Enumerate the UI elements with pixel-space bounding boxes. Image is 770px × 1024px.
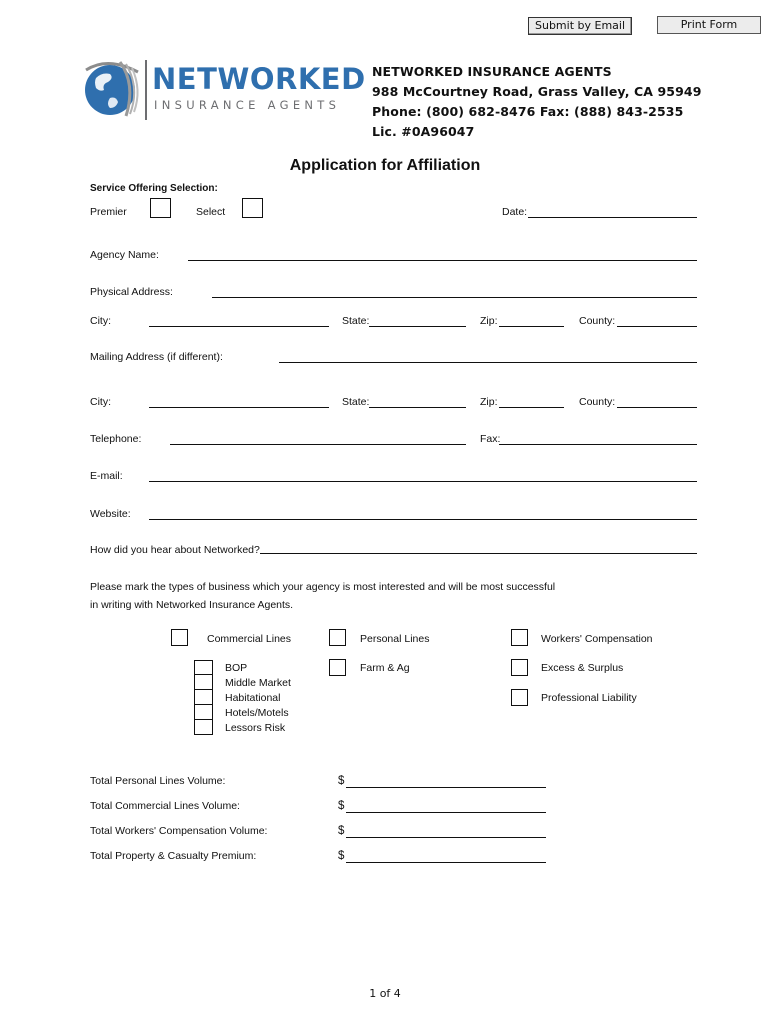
page-title: Application for Affiliation xyxy=(289,157,481,174)
commercial-lines-checkbox[interactable] xyxy=(171,629,188,646)
workers-volume-currency: $ xyxy=(338,825,345,837)
mailing-zip-label: Zip: xyxy=(480,396,498,408)
habitational-checkbox[interactable] xyxy=(194,690,213,705)
excess-surplus-checkbox[interactable] xyxy=(511,659,528,676)
logo-wordmark: NETWORKED xyxy=(152,62,366,96)
logo-subtitle: INSURANCE AGENTS xyxy=(154,98,341,112)
commercial-sublines-checkboxes xyxy=(194,660,213,735)
date-label: Date: xyxy=(502,206,528,218)
state-label: State: xyxy=(342,315,370,327)
mailing-city-field[interactable] xyxy=(149,407,329,408)
farm-ag-label: Farm & Ag xyxy=(360,662,410,674)
page-number: 1 of 4 xyxy=(369,987,401,1000)
agency-name-field[interactable] xyxy=(188,260,697,261)
website-field[interactable] xyxy=(149,519,697,520)
service-offering-heading: Service Offering Selection: xyxy=(90,183,218,194)
mailing-state-field[interactable] xyxy=(369,407,466,408)
physical-address-label: Physical Address: xyxy=(90,286,173,298)
email-field[interactable] xyxy=(149,481,697,482)
fax-field[interactable] xyxy=(499,444,697,445)
fax-label: Fax: xyxy=(480,433,501,445)
state-field[interactable] xyxy=(369,326,466,327)
commercial-volume-label: Total Commercial Lines Volume: xyxy=(90,800,240,812)
workers-volume-label: Total Workers' Compensation Volume: xyxy=(90,825,268,837)
excess-surplus-label: Excess & Surplus xyxy=(541,662,624,674)
select-checkbox[interactable] xyxy=(242,198,263,218)
bop-checkbox[interactable] xyxy=(194,660,213,675)
habitational-label: Habitational xyxy=(225,692,281,704)
personal-lines-label: Personal Lines xyxy=(360,633,430,645)
zip-field[interactable] xyxy=(499,326,564,327)
print-form-button[interactable]: Print Form xyxy=(657,16,761,34)
workers-volume-field[interactable] xyxy=(346,837,546,838)
personal-lines-checkbox[interactable] xyxy=(329,629,346,646)
lessors-risk-checkbox[interactable] xyxy=(194,720,213,735)
hear-about-field[interactable] xyxy=(260,553,697,554)
pc-premium-currency: $ xyxy=(338,850,345,862)
business-instruction-line-2: in writing with Networked Insurance Agents. xyxy=(90,599,294,611)
workers-comp-label: Workers' Compensation xyxy=(541,633,653,645)
date-field[interactable] xyxy=(528,217,697,218)
mailing-zip-field[interactable] xyxy=(499,407,564,408)
company-license: Lic. #0A96047 xyxy=(372,124,475,139)
mailing-address-label: Mailing Address (if different): xyxy=(90,351,223,363)
zip-label: Zip: xyxy=(480,315,498,327)
mailing-state-label: State: xyxy=(342,396,370,408)
mailing-address-field[interactable] xyxy=(279,362,697,363)
business-instruction-line-1: Please mark the types of business which your agency is most interested and will be most successful xyxy=(90,581,556,593)
mailing-city-label: City: xyxy=(90,396,111,408)
physical-address-field[interactable] xyxy=(212,297,697,298)
website-label: Website: xyxy=(90,508,131,520)
hotels-motels-checkbox[interactable] xyxy=(194,705,213,720)
email-label: E-mail: xyxy=(90,470,123,482)
commercial-volume-field[interactable] xyxy=(346,812,546,813)
city-label: City: xyxy=(90,315,111,327)
telephone-field[interactable] xyxy=(170,444,466,445)
personal-volume-currency: $ xyxy=(338,775,345,787)
county-field[interactable] xyxy=(617,326,697,327)
pc-premium-field[interactable] xyxy=(346,862,546,863)
pc-premium-label: Total Property & Casualty Premium: xyxy=(90,850,257,862)
lessors-risk-label: Lessors Risk xyxy=(225,722,286,734)
mailing-county-label: County: xyxy=(579,396,616,408)
county-label: County: xyxy=(579,315,616,327)
company-phones: Phone: (800) 682-8476 Fax: (888) 843-2535 xyxy=(372,104,684,119)
bop-label: BOP xyxy=(225,662,248,674)
middle-market-label: Middle Market xyxy=(225,677,291,689)
commercial-lines-label: Commercial Lines xyxy=(207,633,292,645)
personal-volume-label: Total Personal Lines Volume: xyxy=(90,775,226,787)
submit-by-email-button[interactable]: Submit by Email xyxy=(528,17,632,35)
personal-volume-field[interactable] xyxy=(346,787,546,788)
commercial-volume-currency: $ xyxy=(338,800,345,812)
hotels-motels-label: Hotels/Motels xyxy=(225,707,289,719)
globe-icon xyxy=(80,56,146,122)
agency-name-label: Agency Name: xyxy=(90,249,159,261)
logo-divider xyxy=(145,60,147,120)
company-logo xyxy=(80,56,366,122)
professional-liability-label: Professional Liability xyxy=(541,692,637,704)
telephone-label: Telephone: xyxy=(90,433,142,445)
workers-comp-checkbox[interactable] xyxy=(511,629,528,646)
hear-about-label: How did you hear about Networked? xyxy=(90,544,260,556)
select-label: Select xyxy=(196,206,226,218)
company-name: NETWORKED INSURANCE AGENTS xyxy=(372,64,612,79)
company-address: 988 McCourtney Road, Grass Valley, CA 95949 xyxy=(372,84,702,99)
city-field[interactable] xyxy=(149,326,329,327)
farm-ag-checkbox[interactable] xyxy=(329,659,346,676)
professional-liability-checkbox[interactable] xyxy=(511,689,528,706)
middle-market-checkbox[interactable] xyxy=(194,675,213,690)
mailing-county-field[interactable] xyxy=(617,407,697,408)
premier-checkbox[interactable] xyxy=(150,198,171,218)
premier-label: Premier xyxy=(90,206,127,218)
